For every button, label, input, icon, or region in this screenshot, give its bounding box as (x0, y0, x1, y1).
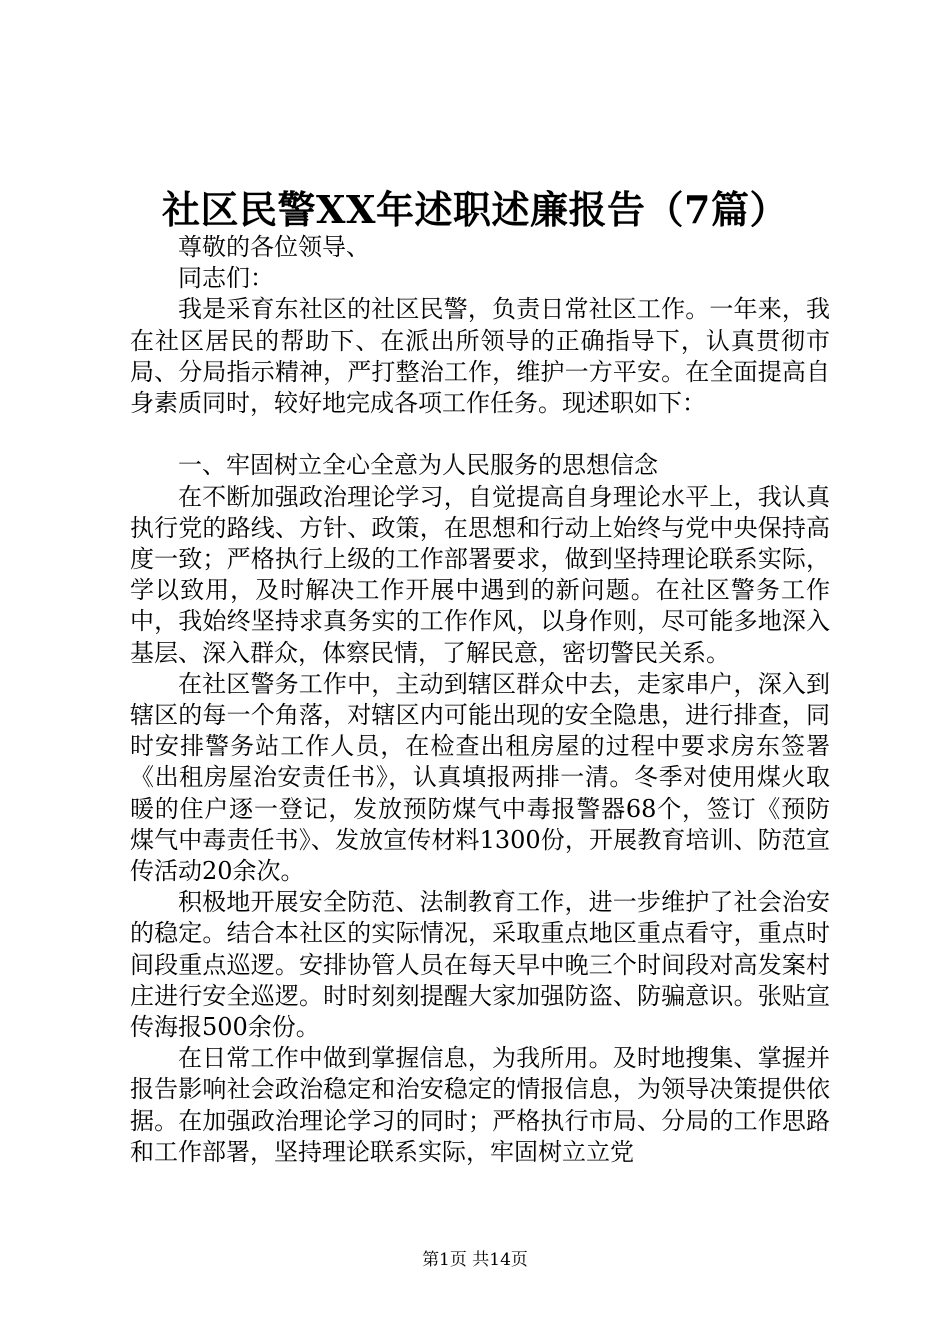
salutation-line-2: 同志们： (178, 264, 274, 293)
document-body (130, 232, 830, 1168)
body-paragraph-1: 在不断加强政治理论学习，自觉提高自身理论水平上，我认真执行党的路线、方针、政策，在思想和行动上始终与党中央保持高度一致；严格执行上级的工作部署要求，做到坚持理论联系实际，学以致用，及时解决工作开展中遇到的新问题。在社区警务工作中，我始终坚持求真务实的工作作风，以身作则，尽可能多地深入基层、深入群众，体察民情，了解民意，密切警民关系。 (130, 482, 830, 667)
page-number-footer: 第1页 共14页 (422, 1250, 528, 1270)
section-heading: 一、牢固树立全心全意为人民服务的思想信念 (178, 451, 658, 480)
salutation-line-1: 尊敬的各位领导、 (178, 233, 370, 261)
body-paragraph-3: 积极地开展安全防范、法制教育工作，进一步维护了社会治安的稳定。结合本社区的实际情况，采取重点地区重点看守，重点时间段重点巡逻。安排协管人员在每天早中晚三个时间段对高发案村庄进行安全巡逻。时时刻刻提醒大家加强防盗、防骗意识。张贴宣传海报500余份。 (130, 888, 830, 1042)
intro-paragraph: 我是采育东社区的社区民警，负责日常社区工作。一年来，我在社区居民的帮助下、在派出所领导的正确指导下，认真贯彻市局、分局指示精神，严打整治工作，维护一方平安。在全面提高自身素质同时，较好地完成各项工作任务。现述职如下： (130, 295, 830, 418)
body-paragraph-4: 在日常工作中做到掌握信息，为我所用。及时地搜集、掌握并报告影响社会政治稳定和治安稳定的情报信息，为领导决策提供依据。在加强政治理论学习的同时；严格执行市局、分局的工作思路和工作部署，坚持理论联系实际，牢固树立立党 (130, 1044, 830, 1166)
paragraph-spacer (130, 419, 830, 450)
document-title: 社区民警XX年述职述廉报告（7篇） (162, 187, 788, 232)
body-paragraph-2: 在社区警务工作中，主动到辖区群众中去，走家串户，深入到辖区的每一个角落，对辖区内可能出现的安全隐患，进行排查，同时安排警务站工作人员，在检查出租房屋的过程中要求房东签署《出租房屋治安责任书》，认真填报两排一清。冬季对使用煤火取暖的住户逐一登记，发放预防煤气中毒报警器68个，签订《预防煤气中毒责任书》、发放宣传材料1300份，开展教育培训、防范宣传活动20余次。 (130, 669, 830, 886)
